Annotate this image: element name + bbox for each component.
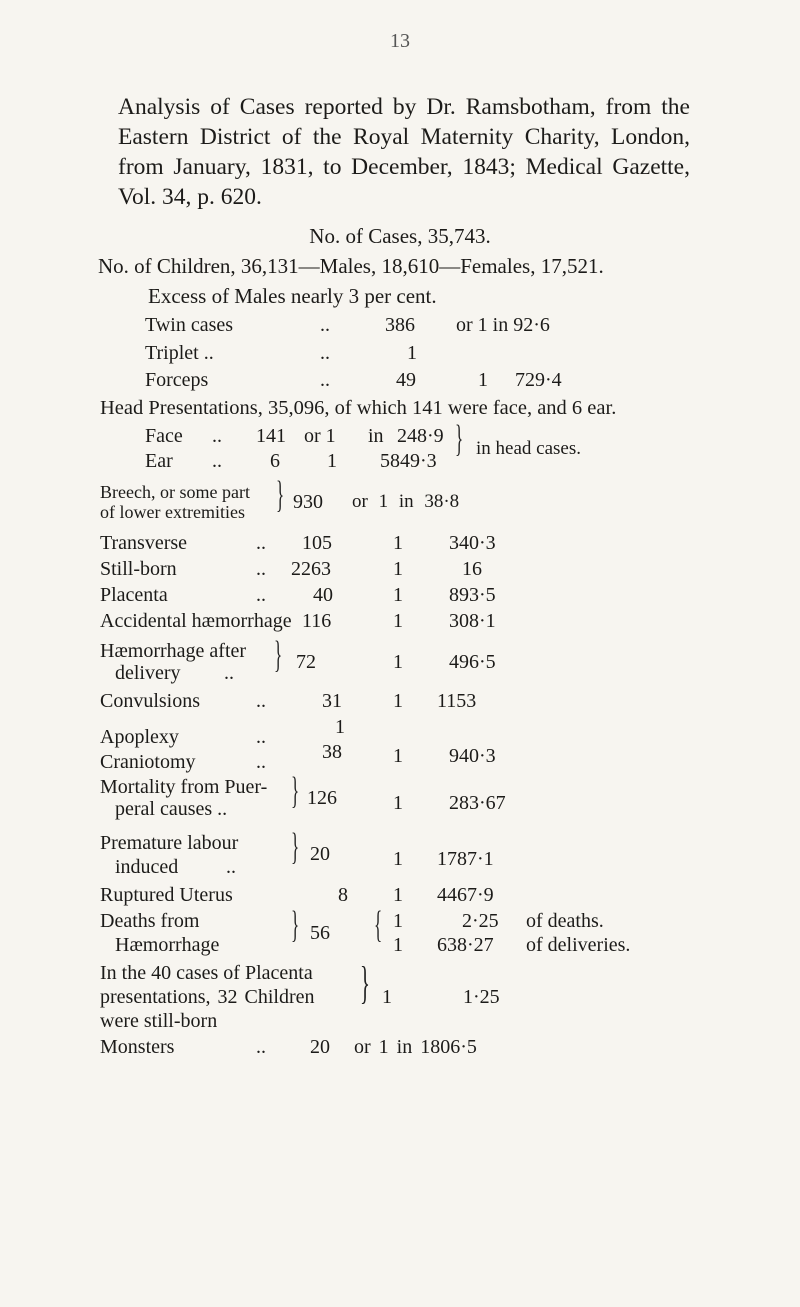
- row-dots: ..: [212, 425, 222, 447]
- row-label: Forceps: [145, 369, 209, 391]
- brace-right: }: [274, 634, 283, 676]
- row-note-b: of deliveries.: [526, 934, 631, 956]
- brace-right: }: [291, 826, 300, 868]
- row-label-2: induced: [115, 856, 179, 878]
- row-count: 1: [407, 342, 417, 364]
- title-paragraph: Analysis of Cases reported by Dr. Ramsbotham, from the Eastern District of the Royal Maternity Charity, London, from January, 1831, to December, 1843; Medical Gazette, Vol. 34, p. 620.: [118, 94, 690, 210]
- row-dots: ..: [320, 342, 330, 364]
- row-count: 40: [313, 584, 333, 606]
- row-ratio: 496·5: [449, 651, 496, 673]
- row-dots: ..: [256, 1036, 266, 1058]
- row-label: Placenta: [100, 584, 168, 606]
- row-one: 1: [393, 558, 403, 580]
- row-one: 1: [393, 745, 403, 767]
- row-ratio: 340·3: [449, 532, 496, 554]
- brace-right: }: [455, 418, 464, 460]
- row-count: 126: [307, 787, 337, 809]
- note-line-2: presentations, 32 Children: [100, 986, 315, 1008]
- row-count: 105: [302, 532, 332, 554]
- row-label: Convulsions: [100, 690, 201, 712]
- row-label: Monsters: [100, 1036, 175, 1058]
- children-line: No. of Children, 36,131—Males, 18,610—Females, 17,521.: [98, 254, 604, 278]
- row-ratio-b: 638·27: [437, 934, 494, 956]
- row-dots: ..: [226, 856, 236, 878]
- row-one: 1: [393, 884, 403, 906]
- row-ratio: 16: [462, 558, 482, 580]
- row-dots: ..: [224, 662, 234, 684]
- row-ratio: 1787·1: [437, 848, 494, 870]
- brace-right: }: [360, 957, 370, 1008]
- note-ratio: 1·25: [463, 986, 500, 1008]
- row-dots: ..: [256, 558, 266, 580]
- row-one: 1: [393, 848, 403, 870]
- row-count: 2263: [291, 558, 331, 580]
- note-line-1: In the 40 cases of Placenta: [100, 962, 313, 984]
- row-ratio: 283·67: [449, 792, 506, 814]
- row-count: 49: [396, 369, 416, 391]
- row-count: 56: [310, 922, 330, 944]
- row-one: 1: [393, 792, 403, 814]
- row-count: 1: [335, 716, 345, 738]
- row-ratio: or 1 in 92·6: [456, 314, 550, 336]
- brace-left: {: [374, 904, 383, 946]
- row-label-1: Hæmorrhage after: [100, 640, 247, 662]
- excess-line: Excess of Males nearly 3 per cent.: [148, 284, 437, 308]
- row-ratio: or 1 in 1806·5: [354, 1036, 477, 1058]
- row-count: 141: [256, 425, 286, 447]
- brace-right: }: [291, 904, 300, 946]
- row-dots: ..: [320, 314, 330, 336]
- row-label: Ruptured Uterus: [100, 884, 233, 906]
- page-number: 13: [390, 30, 410, 52]
- row-count: 72: [296, 651, 316, 673]
- row-label: Face: [145, 425, 183, 447]
- row-ratio: 1 729·4: [478, 369, 562, 391]
- note-one: 1: [382, 986, 392, 1008]
- note-line-3: were still-born: [100, 1010, 218, 1032]
- row-or: or 1: [304, 425, 336, 447]
- row-count: 20: [310, 843, 330, 865]
- row-label: Still-born: [100, 558, 177, 580]
- row-label: Accidental hæmorrhage: [100, 610, 292, 632]
- row-one-b: 1: [393, 934, 403, 956]
- row-dots: ..: [212, 450, 222, 472]
- row-count: 116: [302, 610, 332, 632]
- row-ratio: 5849·3: [380, 450, 437, 472]
- row-ratio: 248·9: [397, 425, 444, 447]
- head-cases-note: in head cases.: [476, 438, 581, 459]
- row-label-2: Hæmorrhage: [115, 934, 220, 956]
- row-one: 1: [393, 651, 403, 673]
- brace-right: }: [291, 770, 300, 812]
- cases-line: No. of Cases, 35,743.: [309, 224, 491, 248]
- row-ratio: 893·5: [449, 584, 496, 606]
- row-one-a: 1: [393, 910, 403, 932]
- row-label-2: of lower extremities: [100, 502, 245, 522]
- row-one: 1: [393, 610, 403, 632]
- row-count: 930: [293, 491, 323, 513]
- row-label: Triplet ..: [145, 342, 214, 364]
- row-label-2: delivery: [115, 662, 181, 684]
- row-dots: ..: [256, 751, 266, 773]
- row-count: 20: [310, 1036, 330, 1058]
- row-label-1: Breech, or some part: [100, 482, 250, 502]
- row-dots: ..: [256, 532, 266, 554]
- row-ratio-a: 2·25: [462, 910, 499, 932]
- row-one: 1: [327, 450, 337, 472]
- row-label-1: Deaths from: [100, 910, 200, 932]
- row-label: Ear: [145, 450, 173, 472]
- row-one: 1: [393, 532, 403, 554]
- brace-right: }: [276, 474, 285, 516]
- row-count: 31: [322, 690, 342, 712]
- row-note-a: of deaths.: [526, 910, 604, 932]
- row-count: 38: [322, 741, 342, 763]
- row-label: Apoplexy: [100, 726, 179, 748]
- row-dots: ..: [256, 584, 266, 606]
- row-ratio: 308·1: [449, 610, 496, 632]
- row-label: Craniotomy: [100, 751, 196, 773]
- row-dots: ..: [320, 369, 330, 391]
- row-label-2: peral causes ..: [115, 798, 228, 820]
- row-count: 386: [385, 314, 415, 336]
- row-label-1: Mortality from Puer-: [100, 776, 268, 798]
- row-ratio: or 1 in 38·8: [352, 491, 460, 512]
- row-ratio: 4467·9: [437, 884, 494, 906]
- row-dots: ..: [256, 726, 266, 748]
- row-ratio: 1153: [437, 690, 477, 712]
- row-label-1: Premature labour: [100, 832, 239, 854]
- row-ratio: 940·3: [449, 745, 496, 767]
- row-one: 1: [393, 690, 403, 712]
- row-label: Transverse: [100, 532, 188, 554]
- row-dots: ..: [256, 690, 266, 712]
- row-count: 6: [270, 450, 280, 472]
- row-count: 8: [338, 884, 348, 906]
- head-presentations: Head Presentations, 35,096, of which 141 were face, and 6 ear.: [100, 397, 617, 419]
- row-one: 1: [393, 584, 403, 606]
- row-label: Twin cases: [145, 314, 234, 336]
- row-in: in: [368, 425, 384, 447]
